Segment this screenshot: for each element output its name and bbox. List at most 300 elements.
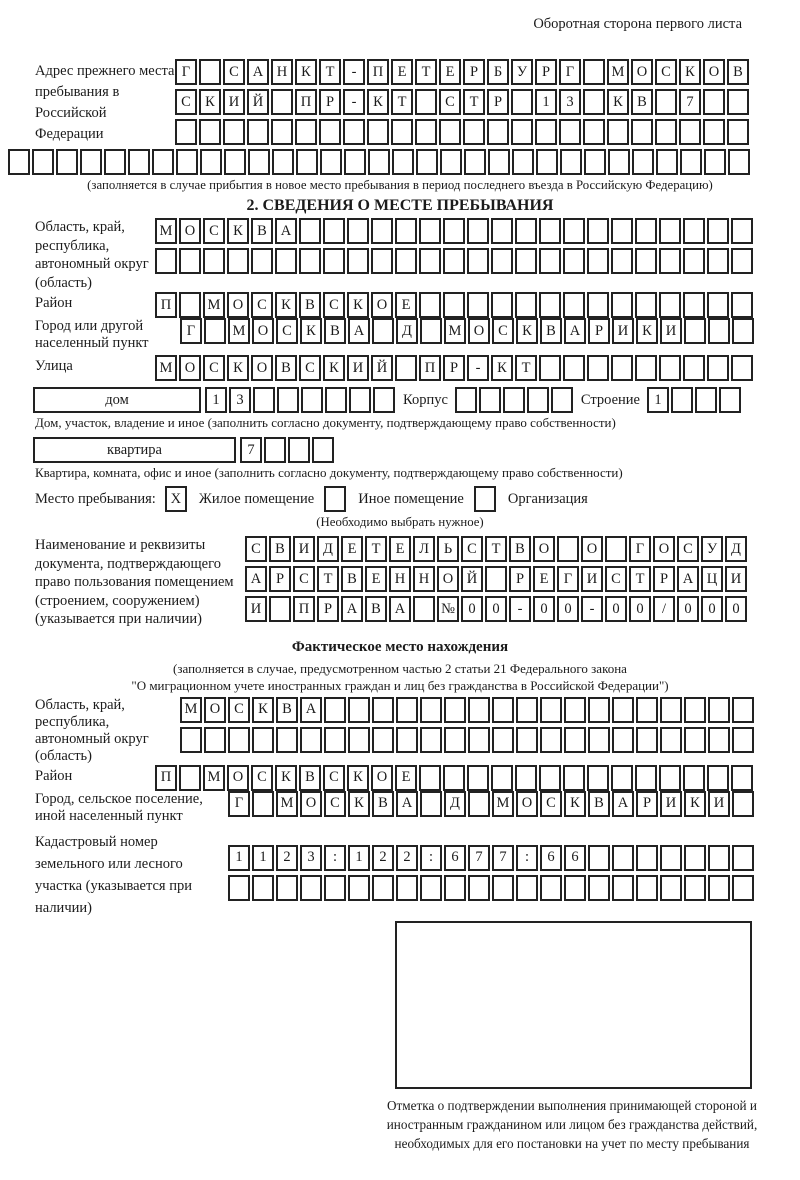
char-cell[interactable]: И [708,791,730,817]
char-cell[interactable] [707,218,729,244]
char-cell[interactable] [656,149,678,175]
char-cell[interactable] [536,149,558,175]
char-cell[interactable]: Д [396,318,418,344]
char-cell[interactable] [253,387,275,413]
char-cell[interactable]: К [684,791,706,817]
char-cell[interactable]: Р [588,318,610,344]
char-cell[interactable] [539,765,561,791]
char-cell[interactable]: И [347,355,369,381]
char-cell[interactable] [440,149,462,175]
char-cell[interactable]: О [437,566,459,592]
char-cell[interactable]: Е [365,566,387,592]
char-cell[interactable]: 7 [492,845,514,871]
char-cell[interactable]: 2 [276,845,298,871]
char-cell[interactable] [444,697,466,723]
char-cell[interactable]: А [677,566,699,592]
char-cell[interactable] [516,727,538,753]
char-cell[interactable] [612,727,634,753]
char-cell[interactable]: С [461,536,483,562]
char-cell[interactable] [564,727,586,753]
char-cell[interactable]: Л [413,536,435,562]
char-cell[interactable] [708,845,730,871]
char-cell[interactable]: 2 [396,845,418,871]
char-cell[interactable] [468,727,490,753]
char-cell[interactable] [223,119,245,145]
char-cell[interactable] [348,875,370,901]
char-cell[interactable] [708,875,730,901]
char-cell[interactable]: 3 [300,845,322,871]
char-cell[interactable] [516,697,538,723]
char-cell[interactable] [463,119,485,145]
char-cell[interactable]: О [227,292,249,318]
char-cell[interactable] [179,292,201,318]
char-cell[interactable]: Ь [437,536,459,562]
char-cell[interactable] [443,292,465,318]
char-cell[interactable]: 1 [205,387,227,413]
char-cell[interactable]: 0 [677,596,699,622]
char-cell[interactable] [200,149,222,175]
char-cell[interactable]: У [511,59,533,85]
char-cell[interactable] [252,791,274,817]
char-cell[interactable] [727,89,749,115]
char-cell[interactable]: С [299,355,321,381]
char-cell[interactable]: В [631,89,653,115]
char-cell[interactable] [395,248,417,274]
char-cell[interactable] [551,387,573,413]
char-cell[interactable]: А [300,697,322,723]
char-cell[interactable] [632,149,654,175]
char-cell[interactable] [324,697,346,723]
char-cell[interactable]: 7 [468,845,490,871]
char-cell[interactable] [419,218,441,244]
char-cell[interactable]: И [660,318,682,344]
char-cell[interactable] [636,845,658,871]
checkbox-organization[interactable] [474,486,496,512]
char-cell[interactable] [527,387,549,413]
char-cell[interactable] [540,875,562,901]
char-cell[interactable]: К [199,89,221,115]
char-cell[interactable]: Г [629,536,651,562]
char-cell[interactable] [708,697,730,723]
char-cell[interactable] [587,292,609,318]
char-cell[interactable] [323,218,345,244]
char-cell[interactable]: Г [557,566,579,592]
char-cell[interactable] [683,765,705,791]
char-cell[interactable]: Т [485,536,507,562]
char-cell[interactable]: Р [509,566,531,592]
char-cell[interactable] [104,149,126,175]
char-cell[interactable] [295,119,317,145]
char-cell[interactable]: Р [487,89,509,115]
char-cell[interactable]: М [155,218,177,244]
char-cell[interactable]: Р [443,355,465,381]
char-cell[interactable]: О [371,765,393,791]
char-cell[interactable] [491,292,513,318]
char-cell[interactable]: А [389,596,411,622]
char-cell[interactable]: К [347,292,369,318]
char-cell[interactable]: Г [559,59,581,85]
char-cell[interactable]: 0 [629,596,651,622]
char-cell[interactable] [372,318,394,344]
char-cell[interactable]: 2 [372,845,394,871]
char-cell[interactable] [515,248,537,274]
char-cell[interactable] [468,791,490,817]
char-cell[interactable] [684,845,706,871]
char-cell[interactable] [227,248,249,274]
char-cell[interactable] [228,727,250,753]
char-cell[interactable] [324,727,346,753]
char-cell[interactable] [32,149,54,175]
char-cell[interactable] [300,727,322,753]
char-cell[interactable] [179,248,201,274]
char-cell[interactable] [731,248,753,274]
char-cell[interactable] [80,149,102,175]
char-cell[interactable]: К [516,318,538,344]
char-cell[interactable]: Е [439,59,461,85]
char-cell[interactable] [252,875,274,901]
char-cell[interactable] [535,119,557,145]
char-cell[interactable]: 0 [701,596,723,622]
char-cell[interactable]: 0 [461,596,483,622]
char-cell[interactable] [539,248,561,274]
char-cell[interactable]: С [677,536,699,562]
char-cell[interactable]: М [203,292,225,318]
char-cell[interactable] [347,218,369,244]
char-cell[interactable]: Г [175,59,197,85]
char-cell[interactable]: Е [341,536,363,562]
char-cell[interactable] [516,875,538,901]
char-cell[interactable]: Й [247,89,269,115]
char-cell[interactable]: 1 [228,845,250,871]
char-cell[interactable]: В [365,596,387,622]
char-cell[interactable]: У [701,536,723,562]
char-cell[interactable] [247,119,269,145]
char-cell[interactable] [707,248,729,274]
char-cell[interactable] [708,727,730,753]
char-cell[interactable]: И [612,318,634,344]
char-cell[interactable]: В [276,697,298,723]
char-cell[interactable] [563,292,585,318]
char-cell[interactable]: Т [365,536,387,562]
char-cell[interactable]: Р [636,791,658,817]
char-cell[interactable]: С [439,89,461,115]
char-cell[interactable] [468,697,490,723]
char-cell[interactable]: В [509,536,531,562]
char-cell[interactable]: И [660,791,682,817]
char-cell[interactable]: С [293,566,315,592]
char-cell[interactable] [611,765,633,791]
char-cell[interactable] [443,765,465,791]
char-cell[interactable]: 1 [252,845,274,871]
char-cell[interactable]: 1 [348,845,370,871]
char-cell[interactable]: Р [317,596,339,622]
char-cell[interactable] [228,875,250,901]
char-cell[interactable]: И [245,596,267,622]
char-cell[interactable]: А [341,596,363,622]
char-cell[interactable]: О [516,791,538,817]
char-cell[interactable] [277,387,299,413]
char-cell[interactable] [128,149,150,175]
apartment-type-box[interactable]: квартира [33,437,236,463]
char-cell[interactable] [444,727,466,753]
char-cell[interactable] [272,149,294,175]
char-cell[interactable] [276,727,298,753]
char-cell[interactable] [671,387,693,413]
char-cell[interactable] [611,218,633,244]
char-cell[interactable]: / [653,596,675,622]
char-cell[interactable] [396,875,418,901]
char-cell[interactable]: К [275,292,297,318]
char-cell[interactable] [199,119,221,145]
char-cell[interactable]: : [420,845,442,871]
char-cell[interactable]: Д [444,791,466,817]
char-cell[interactable]: А [396,791,418,817]
char-cell[interactable] [679,119,701,145]
char-cell[interactable] [732,791,754,817]
char-cell[interactable] [587,248,609,274]
char-cell[interactable] [443,218,465,244]
char-cell[interactable]: К [491,355,513,381]
char-cell[interactable] [204,727,226,753]
char-cell[interactable]: В [251,218,273,244]
char-cell[interactable] [349,387,371,413]
char-cell[interactable] [492,875,514,901]
char-cell[interactable] [605,536,627,562]
char-cell[interactable]: Р [319,89,341,115]
char-cell[interactable]: К [367,89,389,115]
char-cell[interactable] [659,765,681,791]
char-cell[interactable]: Т [391,89,413,115]
char-cell[interactable] [396,697,418,723]
char-cell[interactable] [413,596,435,622]
char-cell[interactable]: О [179,355,201,381]
char-cell[interactable] [588,697,610,723]
char-cell[interactable] [683,292,705,318]
char-cell[interactable]: П [293,596,315,622]
char-cell[interactable] [288,437,310,463]
char-cell[interactable] [391,119,413,145]
char-cell[interactable] [420,875,442,901]
char-cell[interactable] [564,875,586,901]
char-cell[interactable]: В [341,566,363,592]
char-cell[interactable]: И [223,89,245,115]
char-cell[interactable] [467,248,489,274]
char-cell[interactable] [731,292,753,318]
char-cell[interactable] [660,875,682,901]
char-cell[interactable]: Т [515,355,537,381]
char-cell[interactable] [539,292,561,318]
char-cell[interactable] [708,318,730,344]
char-cell[interactable] [635,355,657,381]
char-cell[interactable] [515,218,537,244]
char-cell[interactable]: К [295,59,317,85]
char-cell[interactable] [539,218,561,244]
char-cell[interactable]: 6 [564,845,586,871]
checkbox-residential[interactable]: X [165,486,187,512]
char-cell[interactable] [204,318,226,344]
char-cell[interactable] [683,218,705,244]
char-cell[interactable]: Т [463,89,485,115]
char-cell[interactable] [343,119,365,145]
char-cell[interactable] [251,248,273,274]
char-cell[interactable]: О [204,697,226,723]
char-cell[interactable] [683,355,705,381]
char-cell[interactable]: 0 [557,596,579,622]
char-cell[interactable] [372,697,394,723]
char-cell[interactable] [155,248,177,274]
char-cell[interactable]: Е [389,536,411,562]
char-cell[interactable] [684,875,706,901]
char-cell[interactable] [252,727,274,753]
char-cell[interactable] [731,218,753,244]
char-cell[interactable] [152,149,174,175]
char-cell[interactable] [396,727,418,753]
char-cell[interactable] [179,765,201,791]
char-cell[interactable] [611,355,633,381]
char-cell[interactable] [587,765,609,791]
char-cell[interactable] [583,119,605,145]
char-cell[interactable] [419,292,441,318]
char-cell[interactable] [659,218,681,244]
char-cell[interactable]: В [540,318,562,344]
char-cell[interactable]: К [252,697,274,723]
char-cell[interactable] [732,875,754,901]
char-cell[interactable] [695,387,717,413]
char-cell[interactable]: Г [180,318,202,344]
char-cell[interactable] [420,727,442,753]
char-cell[interactable] [660,697,682,723]
char-cell[interactable] [659,355,681,381]
char-cell[interactable]: В [269,536,291,562]
char-cell[interactable]: С [203,355,225,381]
char-cell[interactable] [264,437,286,463]
char-cell[interactable]: К [275,765,297,791]
char-cell[interactable] [199,59,221,85]
char-cell[interactable] [612,697,634,723]
char-cell[interactable] [491,248,513,274]
char-cell[interactable] [468,875,490,901]
char-cell[interactable] [373,387,395,413]
char-cell[interactable]: С [251,765,273,791]
char-cell[interactable] [224,149,246,175]
char-cell[interactable] [275,248,297,274]
char-cell[interactable]: О [179,218,201,244]
char-cell[interactable] [271,89,293,115]
char-cell[interactable]: Н [389,566,411,592]
char-cell[interactable]: К [227,355,249,381]
char-cell[interactable] [588,727,610,753]
char-cell[interactable]: С [492,318,514,344]
char-cell[interactable]: М [228,318,250,344]
char-cell[interactable] [348,697,370,723]
char-cell[interactable] [559,119,581,145]
char-cell[interactable] [659,292,681,318]
char-cell[interactable]: 7 [679,89,701,115]
char-cell[interactable]: С [245,536,267,562]
char-cell[interactable]: Р [463,59,485,85]
char-cell[interactable]: П [155,765,177,791]
char-cell[interactable]: Т [319,59,341,85]
char-cell[interactable]: К [607,89,629,115]
char-cell[interactable]: О [653,536,675,562]
char-cell[interactable] [540,697,562,723]
char-cell[interactable] [719,387,741,413]
char-cell[interactable]: Д [317,536,339,562]
char-cell[interactable] [588,875,610,901]
char-cell[interactable] [420,697,442,723]
char-cell[interactable] [347,248,369,274]
char-cell[interactable]: Т [317,566,339,592]
char-cell[interactable] [583,89,605,115]
char-cell[interactable]: Е [533,566,555,592]
char-cell[interactable]: М [180,697,202,723]
char-cell[interactable]: Т [415,59,437,85]
char-cell[interactable] [392,149,414,175]
char-cell[interactable] [655,119,677,145]
char-cell[interactable]: А [612,791,634,817]
char-cell[interactable]: С [228,697,250,723]
char-cell[interactable] [607,119,629,145]
char-cell[interactable] [488,149,510,175]
char-cell[interactable] [491,765,513,791]
char-cell[interactable]: Д [725,536,747,562]
char-cell[interactable]: О [581,536,603,562]
char-cell[interactable]: К [323,355,345,381]
char-cell[interactable] [444,875,466,901]
char-cell[interactable] [269,596,291,622]
char-cell[interactable] [511,89,533,115]
char-cell[interactable]: С [655,59,677,85]
char-cell[interactable]: К [347,765,369,791]
char-cell[interactable]: С [276,318,298,344]
char-cell[interactable]: О [251,355,273,381]
char-cell[interactable]: И [725,566,747,592]
char-cell[interactable]: С [324,791,346,817]
char-cell[interactable]: С [540,791,562,817]
char-cell[interactable] [175,119,197,145]
char-cell[interactable]: О [227,765,249,791]
char-cell[interactable]: 7 [240,437,262,463]
char-cell[interactable]: С [203,218,225,244]
char-cell[interactable] [631,119,653,145]
char-cell[interactable]: Н [271,59,293,85]
char-cell[interactable]: В [727,59,749,85]
char-cell[interactable] [636,727,658,753]
char-cell[interactable] [312,437,334,463]
char-cell[interactable] [203,248,225,274]
char-cell[interactable]: С [323,765,345,791]
char-cell[interactable] [635,218,657,244]
char-cell[interactable] [732,727,754,753]
char-cell[interactable] [372,727,394,753]
char-cell[interactable]: С [251,292,273,318]
char-cell[interactable] [300,875,322,901]
char-cell[interactable]: Е [395,765,417,791]
char-cell[interactable] [485,566,507,592]
char-cell[interactable]: Й [461,566,483,592]
char-cell[interactable]: : [516,845,538,871]
char-cell[interactable]: К [564,791,586,817]
char-cell[interactable] [419,765,441,791]
char-cell[interactable] [416,149,438,175]
char-cell[interactable] [420,318,442,344]
char-cell[interactable] [635,248,657,274]
char-cell[interactable] [732,318,754,344]
char-cell[interactable]: А [275,218,297,244]
char-cell[interactable]: 1 [647,387,669,413]
char-cell[interactable] [655,89,677,115]
char-cell[interactable] [587,355,609,381]
